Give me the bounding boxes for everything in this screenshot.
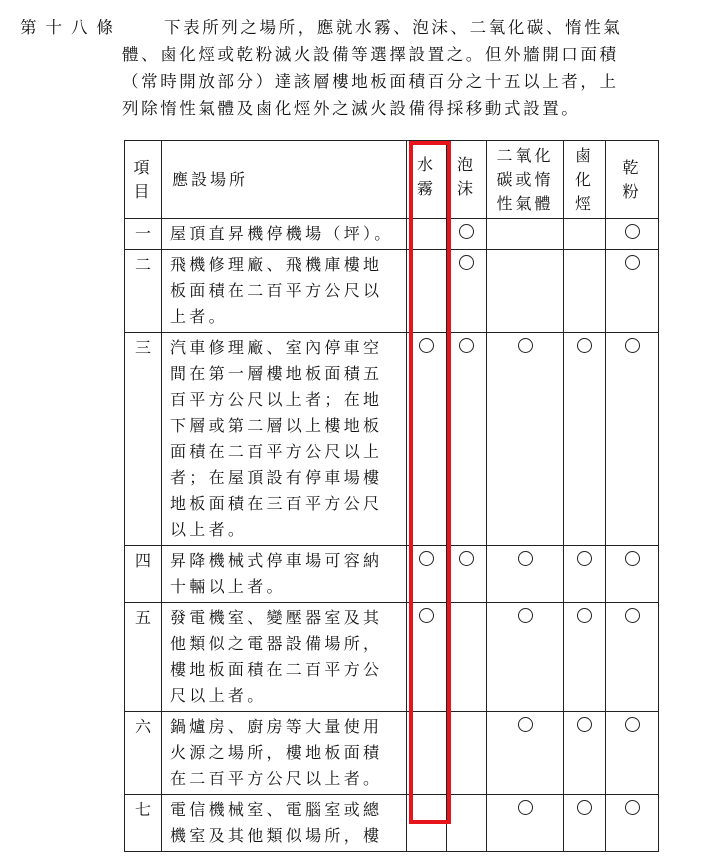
cell-foam — [447, 250, 487, 333]
cell-halocarbon — [564, 603, 606, 712]
cell-foam — [447, 333, 487, 546]
row-place: 飛機修理廠、飛機庫樓地板面積在二百平方公尺以上者。 — [162, 250, 407, 333]
cell-co2-inert — [487, 250, 564, 333]
table-row — [125, 546, 659, 603]
cell-water-mist — [407, 795, 447, 852]
cell-halocarbon — [564, 250, 606, 333]
header-foam: 泡 沫 — [447, 141, 487, 219]
row-number: 一 — [125, 219, 162, 250]
table-row — [125, 603, 659, 712]
circle-mark-icon — [518, 551, 533, 566]
table-header-row — [125, 141, 659, 219]
cell-dry-powder — [606, 603, 659, 712]
circle-mark-icon — [625, 717, 640, 732]
cell-water-mist — [407, 712, 447, 795]
table-row — [125, 333, 659, 546]
circle-mark-icon — [577, 717, 592, 732]
cell-co2-inert — [487, 603, 564, 712]
table-row — [125, 712, 659, 795]
cell-dry-powder — [606, 250, 659, 333]
header-co2-inert: 二氧化 碳或惰 性氣體 — [487, 141, 564, 219]
row-number: 三 — [125, 333, 162, 546]
row-place: 昇降機械式停車場可容納十輛以上者。 — [162, 546, 407, 603]
circle-mark-icon — [625, 255, 640, 270]
circle-mark-icon — [518, 800, 533, 815]
cell-water-mist — [407, 219, 447, 250]
cell-halocarbon — [564, 546, 606, 603]
cell-foam — [447, 712, 487, 795]
cell-foam — [447, 546, 487, 603]
header-number: 項 目 — [125, 141, 162, 219]
article-line-4: 列除惰性氣體及鹵化烴外之滅火設備得採移動式設置。 — [122, 99, 581, 118]
cell-foam — [447, 603, 487, 712]
circle-mark-icon — [518, 338, 533, 353]
header-place: 應設場所 — [162, 141, 407, 219]
cell-halocarbon — [564, 795, 606, 852]
cell-halocarbon — [564, 333, 606, 546]
table-row — [125, 219, 659, 250]
row-place: 發電機室、變壓器室及其他類似之電器設備場所，樓地板面積在二百平方公尺以上者。 — [162, 603, 407, 712]
header-halocarbon: 鹵 化 烴 — [564, 141, 606, 219]
row-number: 二 — [125, 250, 162, 333]
circle-mark-icon — [518, 717, 533, 732]
cell-dry-powder — [606, 546, 659, 603]
cell-co2-inert — [487, 712, 564, 795]
circle-mark-icon — [625, 551, 640, 566]
circle-mark-icon — [419, 338, 434, 353]
cell-halocarbon — [564, 219, 606, 250]
circle-mark-icon — [625, 608, 640, 623]
cell-co2-inert — [487, 333, 564, 546]
cell-water-mist — [407, 546, 447, 603]
circle-mark-icon — [459, 224, 474, 239]
cell-foam — [447, 795, 487, 852]
circle-mark-icon — [518, 608, 533, 623]
header-dry-powder: 乾 粉 — [606, 141, 659, 219]
row-place: 鍋爐房、廚房等大量使用火源之場所，樓地板面積在二百平方公尺以上者。 — [162, 712, 407, 795]
row-place: 電信機械室、電腦室或總機室及其他類似場所，樓 — [162, 795, 407, 852]
cell-co2-inert — [487, 546, 564, 603]
article-line-2: 體、鹵化烴或乾粉滅火設備等選擇設置之。但外牆開口面積 — [122, 45, 619, 64]
row-number: 六 — [125, 712, 162, 795]
row-number: 五 — [125, 603, 162, 712]
row-number: 四 — [125, 546, 162, 603]
circle-mark-icon — [459, 551, 474, 566]
circle-mark-icon — [419, 551, 434, 566]
article-label: 第十八條 — [20, 18, 122, 37]
circle-mark-icon — [577, 608, 592, 623]
cell-co2-inert — [487, 219, 564, 250]
cell-foam — [447, 219, 487, 250]
cell-dry-powder — [606, 795, 659, 852]
circle-mark-icon — [577, 551, 592, 566]
circle-mark-icon — [459, 255, 474, 270]
fire-equipment-table — [124, 140, 659, 852]
circle-mark-icon — [625, 800, 640, 815]
circle-mark-icon — [577, 338, 592, 353]
cell-halocarbon — [564, 712, 606, 795]
cell-water-mist — [407, 603, 447, 712]
circle-mark-icon — [419, 608, 434, 623]
circle-mark-icon — [625, 338, 640, 353]
row-place: 汽車修理廠、室內停車空間在第一層樓地板面積五百平方公尺以上者；在地下層或第二層以上樓地板面積在二百平方公尺以上者；在屋頂設有停車場樓地板面積在三百平方公尺以上者。 — [162, 333, 407, 546]
circle-mark-icon — [459, 338, 474, 353]
circle-mark-icon — [577, 800, 592, 815]
table-row — [125, 795, 659, 852]
cell-water-mist — [407, 333, 447, 546]
row-number: 七 — [125, 795, 162, 852]
header-water-mist: 水 霧 — [407, 141, 447, 219]
cell-co2-inert — [487, 795, 564, 852]
table-row — [125, 250, 659, 333]
cell-dry-powder — [606, 333, 659, 546]
cell-water-mist — [407, 250, 447, 333]
cell-dry-powder — [606, 219, 659, 250]
circle-mark-icon — [625, 224, 640, 239]
article-line-3: （常時開放部分）達該層樓地板面積百分之十五以上者，上 — [122, 72, 619, 91]
table-body — [125, 219, 659, 852]
row-place: 屋頂直昇機停機場（坪）。 — [162, 219, 407, 250]
cell-dry-powder — [606, 712, 659, 795]
article-line-1: 下表所列之場所，應就水霧、泡沫、二氧化碳、惰性氣 — [164, 18, 623, 37]
